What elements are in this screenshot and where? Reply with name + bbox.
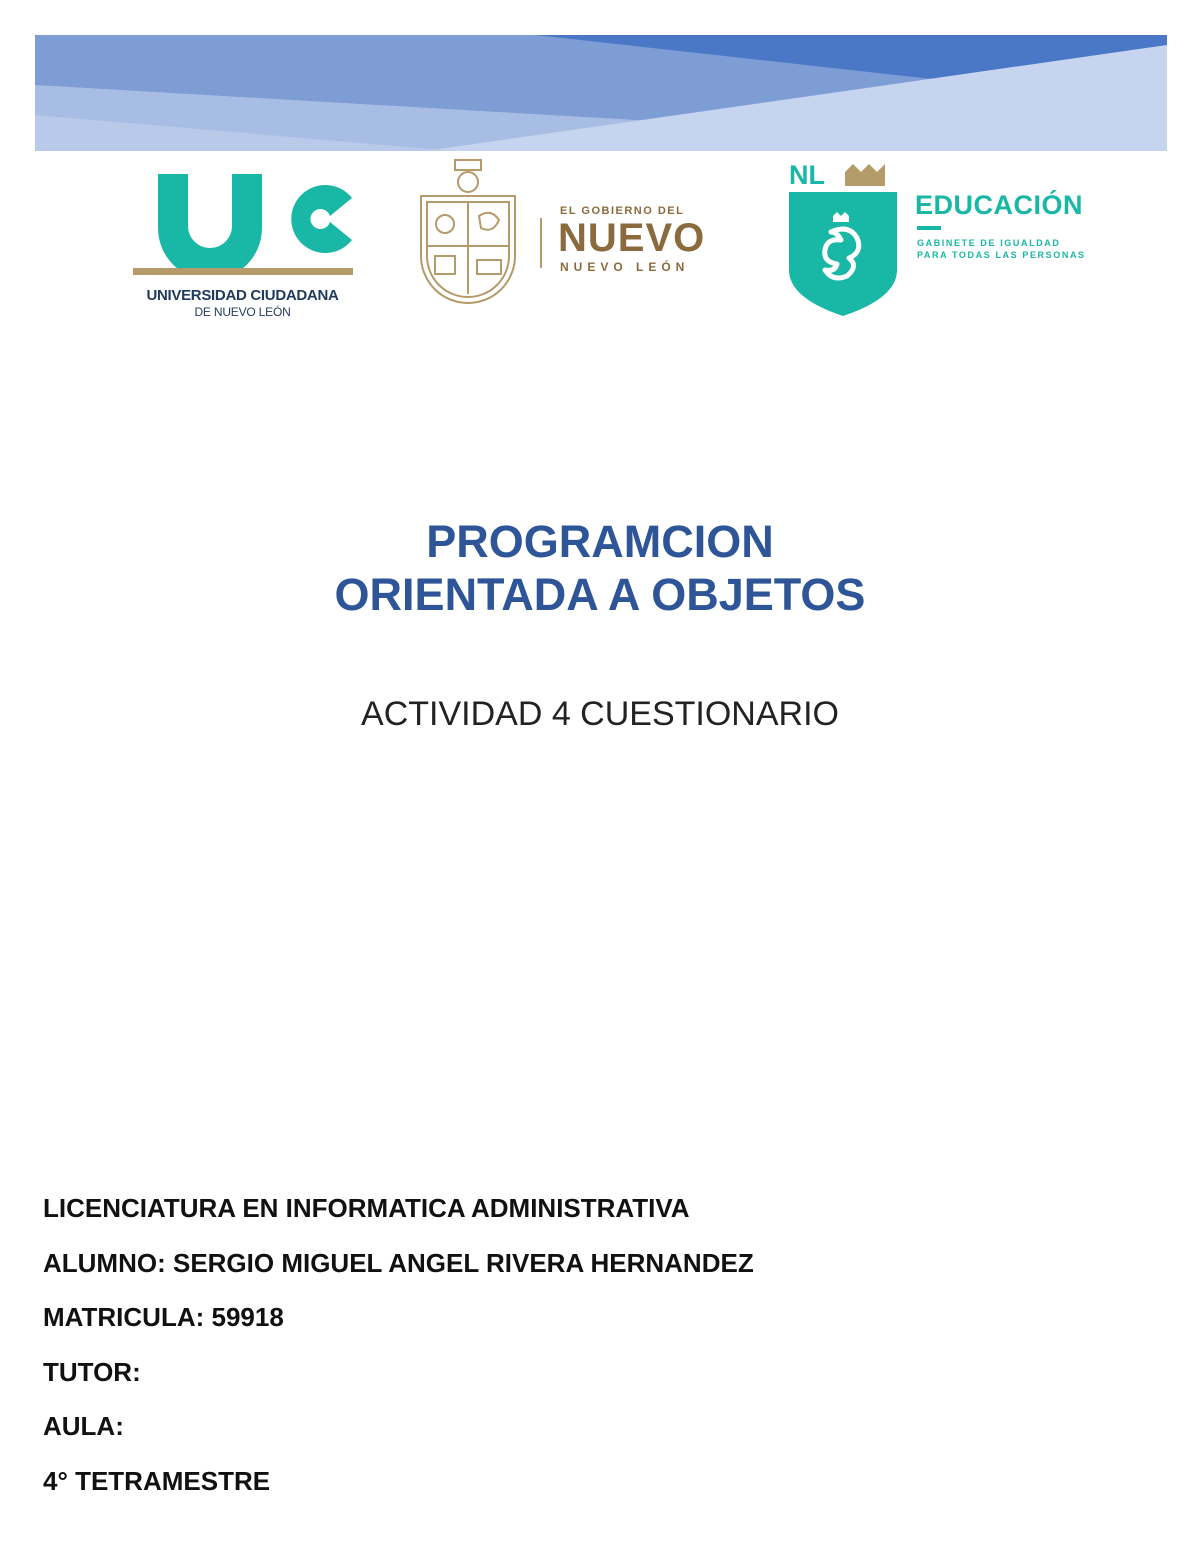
uc-logo [130,168,355,328]
uc-gold-bar [133,268,353,276]
uc-logo-mark [130,168,355,268]
uc-subtitle: DE NUEVO LEÓN [194,305,291,319]
info-line-degree: LICENCIATURA EN INFORMATICA ADMINISTRATIVA [43,1193,690,1223]
nl-educacion-logo [787,160,899,318]
gobierno-subtitle: NUEVO LEÓN [560,260,690,274]
title-line-2: ORIENTADA A OBJETOS [334,569,866,620]
info-line-student: ALUMNO: SERGIO MIGUEL ANGEL RIVERA HERNANDEZ [43,1247,754,1278]
info-line-classroom: AULA: [43,1411,124,1441]
coat-of-arms-icon [413,156,523,304]
educacion-dash [917,226,941,230]
uc-name: UNIVERSIDAD CIUDADANA [146,287,339,304]
header-banner [35,35,1167,151]
document-title [0,515,1200,621]
info-line-term: 4° TETRAMESTRE [43,1465,271,1496]
nl-badge-label: NL [789,160,825,190]
educacion-title: EDUCACIÓN [915,190,1084,220]
student-info [43,1190,754,1517]
document-subtitle: ACTIVIDAD 4 CUESTIONARIO [361,695,839,733]
info-line-tutor: TUTOR: [43,1356,141,1387]
crown-shield-icon [787,160,899,318]
divider [540,218,542,268]
gobierno-small-label: EL GOBIERNO DEL [560,205,685,217]
educacion-subtitle-line2: PARA TODAS LAS PERSONAS [917,250,1086,260]
info-line-id: MATRICULA: 59918 [43,1302,284,1332]
title-line-1: PROGRAMCION [426,516,774,567]
gobierno-big-label: NUEVO [558,216,706,260]
educacion-subtitle-line1: GABINETE DE IGUALDAD [917,238,1061,248]
